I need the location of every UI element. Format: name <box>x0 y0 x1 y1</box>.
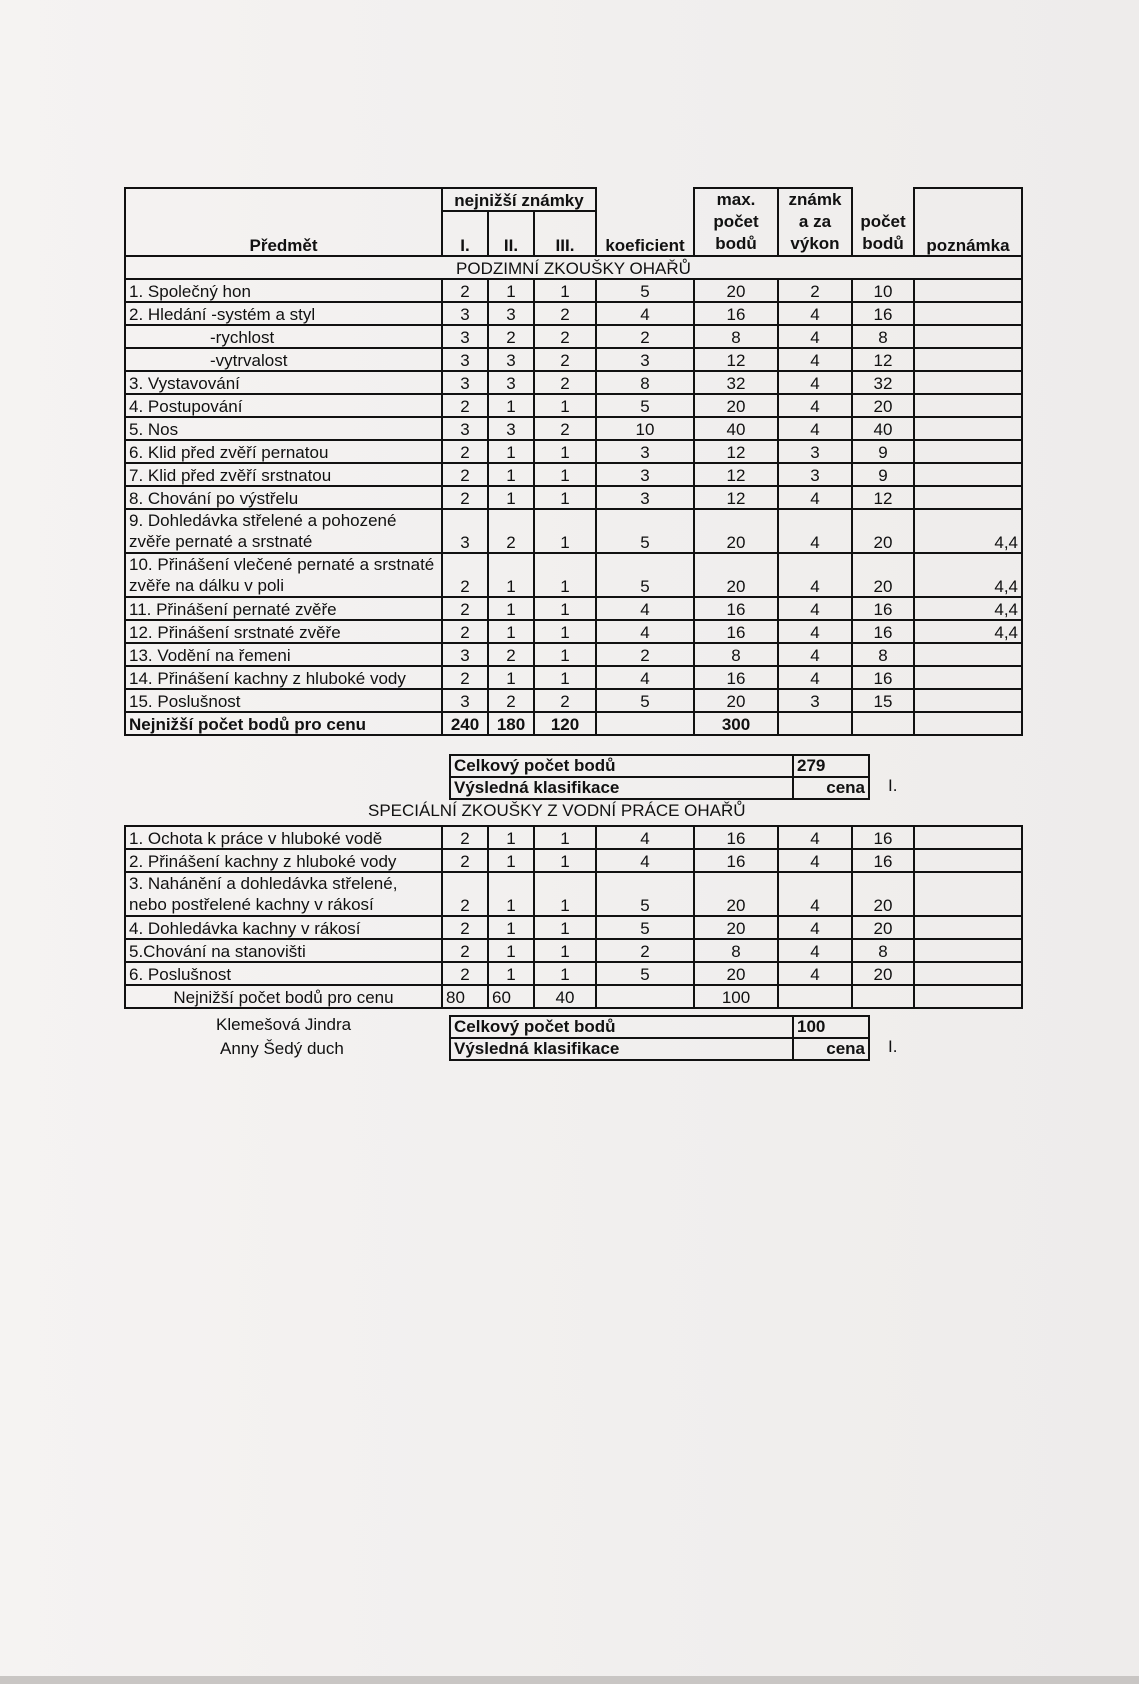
header-grade-II: II. <box>488 234 534 256</box>
row-koeficient: 4 <box>596 302 694 325</box>
row-grade-II: 3 <box>488 417 534 440</box>
header-koeficient: koeficient <box>596 188 694 256</box>
table-row <box>125 689 1022 712</box>
water-total-label: Celkový počet bodů <box>450 1016 793 1038</box>
row-pocet-bodu: 8 <box>852 325 914 348</box>
row-pocet-bodu: 12 <box>852 348 914 371</box>
autumn-total-label: Celkový počet bodů <box>450 755 793 777</box>
autumn-exam-table <box>124 187 1023 736</box>
row-grade-II: 1 <box>488 463 534 486</box>
row-poznamka <box>914 689 1022 712</box>
table-row <box>125 597 1022 620</box>
row-koeficient: 5 <box>596 916 694 939</box>
row-grade-II: 3 <box>488 371 534 394</box>
header-max-line3: bodů <box>715 234 757 253</box>
min-grade-II: 60 <box>488 985 534 1008</box>
row-znamka: 4 <box>778 371 852 394</box>
row-grade-I: 2 <box>442 553 488 597</box>
min-max-pocet: 300 <box>694 712 778 735</box>
min-grade-III: 40 <box>534 985 596 1008</box>
table-row <box>125 916 1022 939</box>
row-znamka: 4 <box>778 597 852 620</box>
row-poznamka <box>914 417 1022 440</box>
min-points-row <box>125 985 1022 1008</box>
autumn-total-value: 279 <box>793 755 869 777</box>
row-grade-I: 2 <box>442 279 488 302</box>
row-grade-III: 1 <box>534 509 596 553</box>
min-points-label: Nejnižší počet bodů pro cenu <box>125 985 442 1008</box>
row-poznamka <box>914 440 1022 463</box>
row-grade-I: 3 <box>442 302 488 325</box>
row-grade-III: 1 <box>534 553 596 597</box>
row-grade-I: 2 <box>442 394 488 417</box>
row-pocet-bodu: 32 <box>852 371 914 394</box>
row-max-pocet: 20 <box>694 872 778 916</box>
row-subject: 1. Společný hon <box>125 279 442 302</box>
row-znamka: 4 <box>778 553 852 597</box>
row-max-pocet: 20 <box>694 394 778 417</box>
row-grade-I: 2 <box>442 849 488 872</box>
row-subject: -rychlost <box>125 325 442 348</box>
header-pocet-line2: bodů <box>862 234 904 253</box>
autumn-section-title-row <box>125 256 1022 279</box>
row-grade-I: 2 <box>442 962 488 985</box>
row-pocet-bodu: 20 <box>852 962 914 985</box>
table-row <box>125 872 1022 916</box>
water-classification-value: I. <box>888 1037 898 1056</box>
row-koeficient: 2 <box>596 325 694 348</box>
table-row <box>125 325 1022 348</box>
row-poznamka: 4,4 <box>914 597 1022 620</box>
row-koeficient: 4 <box>596 597 694 620</box>
table-row <box>125 826 1022 849</box>
header-nejnizsi-znamky: nejnižší známky <box>442 188 596 211</box>
row-znamka: 4 <box>778 620 852 643</box>
min-grade-I: 80 <box>442 985 488 1008</box>
row-grade-II: 1 <box>488 553 534 597</box>
row-grade-I: 3 <box>442 689 488 712</box>
row-pocet-bodu: 8 <box>852 643 914 666</box>
table-row <box>125 371 1022 394</box>
row-max-pocet: 16 <box>694 597 778 620</box>
autumn-classification-label: Výsledná klasifikace <box>450 777 793 799</box>
row-pocet-bodu: 15 <box>852 689 914 712</box>
row-subject: 4. Dohledávka kachny v rákosí <box>125 916 442 939</box>
row-grade-I: 3 <box>442 417 488 440</box>
row-max-pocet: 16 <box>694 620 778 643</box>
row-znamka: 4 <box>778 325 852 348</box>
row-koeficient: 2 <box>596 643 694 666</box>
min-znamka <box>778 712 852 735</box>
row-grade-III: 1 <box>534 486 596 509</box>
row-grade-II: 1 <box>488 962 534 985</box>
row-grade-III: 1 <box>534 849 596 872</box>
header-pocet-line1: počet <box>860 212 906 231</box>
row-grade-III: 2 <box>534 371 596 394</box>
row-poznamka <box>914 666 1022 689</box>
row-poznamka <box>914 394 1022 417</box>
row-grade-II: 1 <box>488 597 534 620</box>
row-grade-II: 1 <box>488 279 534 302</box>
row-poznamka <box>914 302 1022 325</box>
row-pocet-bodu: 20 <box>852 509 914 553</box>
header-znamka-za-vykon <box>778 188 852 256</box>
row-grade-I: 2 <box>442 666 488 689</box>
row-poznamka <box>914 279 1022 302</box>
row-subject: 4. Postupování <box>125 394 442 417</box>
header-znamk-line2: a za <box>798 212 832 231</box>
row-subject: 6. Klid před zvěří pernatou <box>125 440 442 463</box>
row-grade-III: 2 <box>534 417 596 440</box>
row-max-pocet: 16 <box>694 826 778 849</box>
min-koeficient <box>596 712 694 735</box>
row-koeficient: 5 <box>596 689 694 712</box>
row-grade-I: 2 <box>442 440 488 463</box>
row-pocet-bodu: 16 <box>852 826 914 849</box>
row-koeficient: 8 <box>596 371 694 394</box>
table-row <box>125 666 1022 689</box>
row-poznamka <box>914 916 1022 939</box>
row-koeficient: 5 <box>596 872 694 916</box>
row-koeficient: 3 <box>596 440 694 463</box>
water-classification-label: Výsledná klasifikace <box>450 1038 793 1060</box>
row-koeficient: 3 <box>596 463 694 486</box>
row-koeficient: 4 <box>596 620 694 643</box>
dog-name: Anny Šedý duch <box>220 1039 344 1058</box>
row-znamka: 3 <box>778 440 852 463</box>
row-znamka: 4 <box>778 394 852 417</box>
row-grade-II: 2 <box>488 689 534 712</box>
row-pocet-bodu: 16 <box>852 849 914 872</box>
row-max-pocet: 20 <box>694 279 778 302</box>
table-row <box>125 394 1022 417</box>
row-grade-III: 1 <box>534 279 596 302</box>
row-grade-II: 1 <box>488 486 534 509</box>
row-subject: 7. Klid před zvěří srstnatou <box>125 463 442 486</box>
row-znamka: 4 <box>778 417 852 440</box>
row-grade-III: 1 <box>534 666 596 689</box>
min-pocet <box>852 985 914 1008</box>
row-grade-II: 3 <box>488 302 534 325</box>
row-koeficient: 5 <box>596 279 694 302</box>
row-grade-I: 3 <box>442 643 488 666</box>
row-subject: 8. Chování po výstřelu <box>125 486 442 509</box>
row-pocet-bodu: 16 <box>852 666 914 689</box>
row-grade-I: 2 <box>442 826 488 849</box>
row-grade-III: 2 <box>534 689 596 712</box>
row-znamka: 4 <box>778 962 852 985</box>
row-max-pocet: 32 <box>694 371 778 394</box>
table-row <box>125 486 1022 509</box>
row-poznamka <box>914 939 1022 962</box>
min-grade-III: 120 <box>534 712 596 735</box>
table-row <box>125 509 1022 553</box>
row-subject: 12. Přinášení srstnaté zvěře <box>125 620 442 643</box>
header-znamk-line1: známk <box>788 190 842 209</box>
row-grade-II: 2 <box>488 325 534 348</box>
row-max-pocet: 8 <box>694 939 778 962</box>
row-poznamka <box>914 486 1022 509</box>
row-max-pocet: 20 <box>694 916 778 939</box>
row-max-pocet: 20 <box>694 689 778 712</box>
row-grade-III: 1 <box>534 643 596 666</box>
row-koeficient: 4 <box>596 826 694 849</box>
header-znamk-line3: výkon <box>790 234 840 253</box>
row-poznamka <box>914 348 1022 371</box>
row-grade-II: 1 <box>488 666 534 689</box>
row-poznamka: 4,4 <box>914 509 1022 553</box>
min-points-label: Nejnižší počet bodů pro cenu <box>125 712 442 735</box>
row-poznamka <box>914 325 1022 348</box>
row-grade-III: 2 <box>534 348 596 371</box>
row-znamka: 3 <box>778 463 852 486</box>
row-pocet-bodu: 12 <box>852 486 914 509</box>
header-predmet: Předmět <box>125 188 442 256</box>
row-znamka: 4 <box>778 849 852 872</box>
row-subject: 9. Dohledávka střelené a pohozené zvěře pernaté a srstnaté <box>125 509 442 553</box>
row-subject: 10. Přinášení vlečené pernaté a srstnaté zvěře na dálku v poli <box>125 553 442 597</box>
row-max-pocet: 20 <box>694 553 778 597</box>
row-grade-I: 2 <box>442 916 488 939</box>
row-znamka: 4 <box>778 916 852 939</box>
table-row <box>125 302 1022 325</box>
row-max-pocet: 20 <box>694 962 778 985</box>
row-subject: 13. Vodění na řemeni <box>125 643 442 666</box>
row-poznamka <box>914 962 1022 985</box>
row-subject: 1. Ochota k práce v hluboké vodě <box>125 826 442 849</box>
row-znamka: 4 <box>778 826 852 849</box>
table-row <box>125 620 1022 643</box>
row-koeficient: 5 <box>596 394 694 417</box>
header-poznamka: poznámka <box>914 188 1022 256</box>
row-poznamka <box>914 463 1022 486</box>
row-subject: 11. Přinášení pernaté zvěře <box>125 597 442 620</box>
row-subject: 6. Poslušnost <box>125 962 442 985</box>
row-poznamka <box>914 872 1022 916</box>
row-grade-I: 2 <box>442 620 488 643</box>
row-pocet-bodu: 20 <box>852 553 914 597</box>
row-grade-II: 1 <box>488 939 534 962</box>
row-max-pocet: 20 <box>694 509 778 553</box>
row-poznamka <box>914 371 1022 394</box>
row-grade-III: 1 <box>534 463 596 486</box>
row-subject: 2. Přinášení kachny z hluboké vody <box>125 849 442 872</box>
row-grade-II: 1 <box>488 872 534 916</box>
row-grade-III: 1 <box>534 620 596 643</box>
header-grade-III: III. <box>534 234 596 256</box>
row-subject: -vytrvalost <box>125 348 442 371</box>
row-grade-III: 1 <box>534 826 596 849</box>
header-pocet-bodu <box>852 188 914 256</box>
row-pocet-bodu: 20 <box>852 394 914 417</box>
row-koeficient: 3 <box>596 348 694 371</box>
row-max-pocet: 8 <box>694 325 778 348</box>
autumn-section-title: PODZIMNÍ ZKOUŠKY OHAŘŮ <box>125 256 1022 279</box>
row-poznamka: 4,4 <box>914 620 1022 643</box>
row-grade-II: 1 <box>488 826 534 849</box>
table-row <box>125 553 1022 597</box>
row-subject: 5.Chování na stanovišti <box>125 939 442 962</box>
row-koeficient: 10 <box>596 417 694 440</box>
row-grade-III: 1 <box>534 394 596 417</box>
row-max-pocet: 40 <box>694 417 778 440</box>
water-classification-cena: cena <box>793 1038 869 1060</box>
row-grade-I: 3 <box>442 509 488 553</box>
row-pocet-bodu: 8 <box>852 939 914 962</box>
water-summary <box>449 1015 870 1061</box>
row-subject: 5. Nos <box>125 417 442 440</box>
min-max-pocet: 100 <box>694 985 778 1008</box>
table-row <box>125 939 1022 962</box>
row-poznamka <box>914 826 1022 849</box>
water-total-value: 100 <box>793 1016 869 1038</box>
min-poznamka <box>914 985 1022 1008</box>
table-row <box>125 463 1022 486</box>
autumn-summary <box>449 754 870 800</box>
row-grade-I: 2 <box>442 463 488 486</box>
autumn-classification-value: I. <box>888 776 898 795</box>
row-koeficient: 5 <box>596 962 694 985</box>
row-grade-I: 3 <box>442 348 488 371</box>
row-grade-III: 1 <box>534 597 596 620</box>
row-koeficient: 4 <box>596 849 694 872</box>
row-koeficient: 2 <box>596 939 694 962</box>
row-pocet-bodu: 16 <box>852 597 914 620</box>
row-znamka: 4 <box>778 666 852 689</box>
row-znamka: 4 <box>778 302 852 325</box>
row-max-pocet: 16 <box>694 849 778 872</box>
table-row <box>125 348 1022 371</box>
row-grade-III: 2 <box>534 325 596 348</box>
water-section-title: SPECIÁLNÍ ZKOUŠKY Z VODNÍ PRÁCE OHAŘŮ <box>368 801 746 820</box>
row-grade-III: 1 <box>534 872 596 916</box>
row-pocet-bodu: 16 <box>852 620 914 643</box>
min-points-row <box>125 712 1022 735</box>
min-pocet <box>852 712 914 735</box>
row-subject: 15. Poslušnost <box>125 689 442 712</box>
row-pocet-bodu: 10 <box>852 279 914 302</box>
row-grade-II: 2 <box>488 643 534 666</box>
row-grade-III: 1 <box>534 939 596 962</box>
row-grade-I: 3 <box>442 325 488 348</box>
row-pocet-bodu: 20 <box>852 872 914 916</box>
row-subject: 2. Hledání -systém a styl <box>125 302 442 325</box>
min-grade-I: 240 <box>442 712 488 735</box>
row-grade-II: 1 <box>488 916 534 939</box>
row-poznamka: 4,4 <box>914 553 1022 597</box>
row-max-pocet: 12 <box>694 348 778 371</box>
row-poznamka <box>914 643 1022 666</box>
row-znamka: 3 <box>778 689 852 712</box>
table-row <box>125 417 1022 440</box>
row-grade-III: 1 <box>534 962 596 985</box>
header-max-pocet <box>694 188 778 256</box>
row-max-pocet: 8 <box>694 643 778 666</box>
row-pocet-bodu: 16 <box>852 302 914 325</box>
row-pocet-bodu: 9 <box>852 463 914 486</box>
row-grade-II: 1 <box>488 620 534 643</box>
row-subject: 3. Nahánění a dohledávka střelené, nebo postřelené kachny v rákosí <box>125 872 442 916</box>
owner-name: Klemešová Jindra <box>216 1015 352 1034</box>
row-grade-I: 3 <box>442 371 488 394</box>
header-max-line1: max. <box>716 190 756 209</box>
autumn-classification-cena: cena <box>793 777 869 799</box>
row-grade-I: 2 <box>442 597 488 620</box>
row-grade-III: 1 <box>534 916 596 939</box>
row-subject: 14. Přinášení kachny z hluboké vody <box>125 666 442 689</box>
row-pocet-bodu: 20 <box>852 916 914 939</box>
table-row <box>125 279 1022 302</box>
table-row <box>125 440 1022 463</box>
row-grade-III: 1 <box>534 440 596 463</box>
row-znamka: 4 <box>778 939 852 962</box>
water-exam-table <box>124 825 1023 1009</box>
table-row <box>125 643 1022 666</box>
row-koeficient: 4 <box>596 666 694 689</box>
row-znamka: 4 <box>778 509 852 553</box>
row-znamka: 4 <box>778 872 852 916</box>
row-koeficient: 3 <box>596 486 694 509</box>
row-znamka: 2 <box>778 279 852 302</box>
min-koeficient <box>596 985 694 1008</box>
row-max-pocet: 16 <box>694 302 778 325</box>
row-grade-II: 3 <box>488 348 534 371</box>
row-znamka: 4 <box>778 643 852 666</box>
row-poznamka <box>914 849 1022 872</box>
row-znamka: 4 <box>778 348 852 371</box>
row-grade-II: 1 <box>488 849 534 872</box>
header-max-line2: počet <box>713 212 759 231</box>
row-grade-II: 1 <box>488 394 534 417</box>
row-max-pocet: 12 <box>694 440 778 463</box>
row-subject: 3. Vystavování <box>125 371 442 394</box>
paper-bottom-edge <box>0 1676 1139 1684</box>
row-grade-I: 2 <box>442 486 488 509</box>
table-row <box>125 962 1022 985</box>
row-max-pocet: 12 <box>694 486 778 509</box>
row-max-pocet: 16 <box>694 666 778 689</box>
min-znamka <box>778 985 852 1008</box>
row-grade-II: 1 <box>488 440 534 463</box>
min-grade-II: 180 <box>488 712 534 735</box>
row-znamka: 4 <box>778 486 852 509</box>
row-grade-II: 2 <box>488 509 534 553</box>
row-grade-I: 2 <box>442 872 488 916</box>
table-row <box>125 849 1022 872</box>
header-grade-I: I. <box>442 234 488 256</box>
row-pocet-bodu: 9 <box>852 440 914 463</box>
row-grade-I: 2 <box>442 939 488 962</box>
row-pocet-bodu: 40 <box>852 417 914 440</box>
row-grade-III: 2 <box>534 302 596 325</box>
row-max-pocet: 12 <box>694 463 778 486</box>
header-row <box>125 188 1022 211</box>
row-koeficient: 5 <box>596 509 694 553</box>
row-koeficient: 5 <box>596 553 694 597</box>
min-poznamka <box>914 712 1022 735</box>
